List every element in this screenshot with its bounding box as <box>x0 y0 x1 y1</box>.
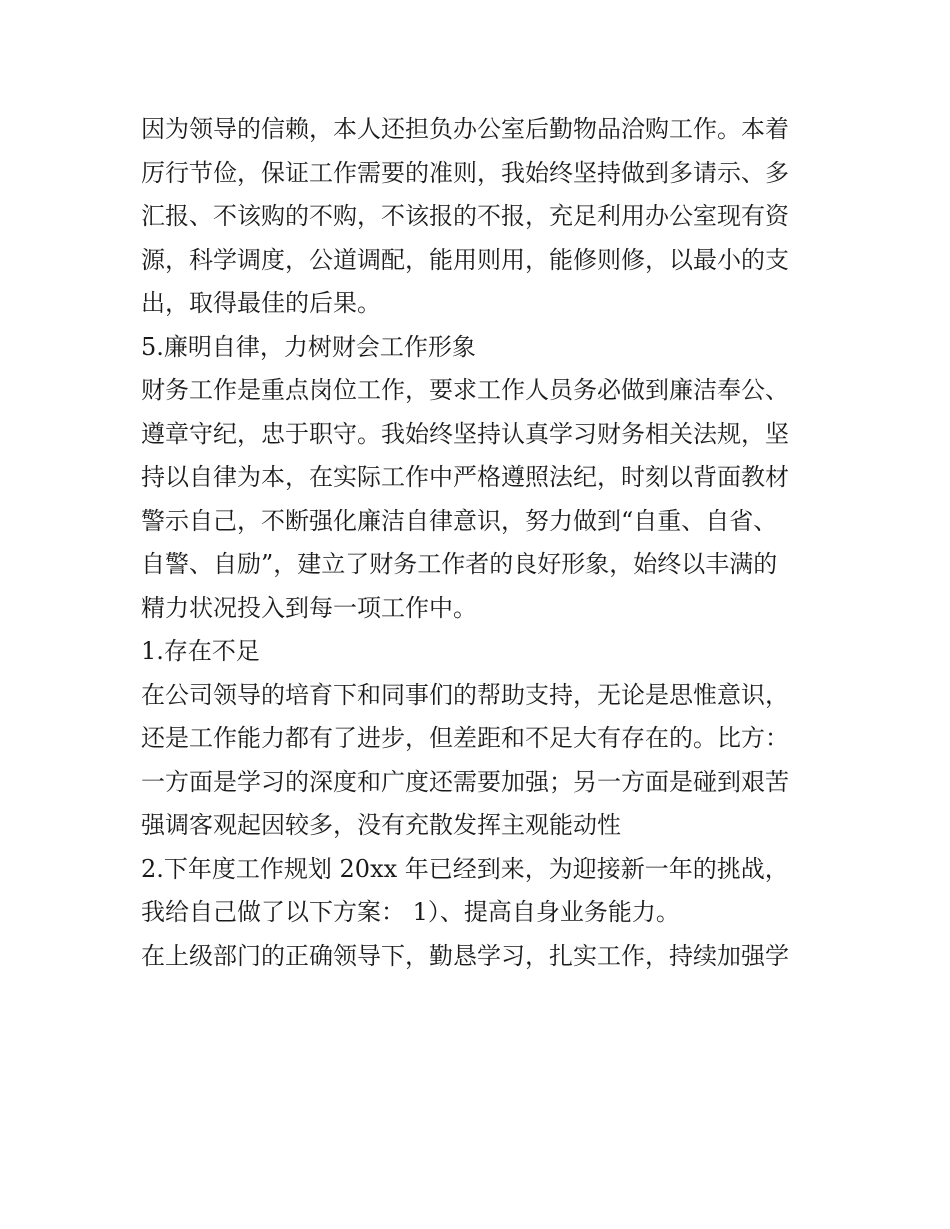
paragraph-line: 我给自己做了以下方案： 1）、提高自身业务能力。 <box>141 898 680 926</box>
paragraph-line: 在上级部门的正确领导下，勤恳学习，扎实工作，持续加强学 <box>141 941 789 970</box>
section-heading: 2.下年度工作规划 20xx 年已经到来，为迎接新一年的挑战， <box>141 854 789 883</box>
paragraph-line: 源，科学调度，公道调配，能用则用，能修则修，以最小的支 <box>141 245 789 274</box>
paragraph-line: 精力状况投入到每一项工作中。 <box>141 593 477 622</box>
paragraph-line: 强调客观起因较多，没有充散发挥主观能动性 <box>141 811 621 839</box>
paragraph-line: 自警、自励”，建立了财务工作者的良好形象，始终以丰满的 <box>141 550 778 578</box>
paragraph-line: 一方面是学习的深度和广度还需要加强；另一方面是碰到艰苦 <box>141 767 789 796</box>
paragraph-line: 在公司领导的培育下和同事们的帮助支持，无论是思惟意识， <box>141 680 789 709</box>
section-heading: 1.存在不足 <box>141 637 260 665</box>
document-body <box>141 108 821 978</box>
section-heading: 5.廉明自律，力树财会工作形象 <box>141 332 476 361</box>
paragraph-line: 出，取得最佳的后果。 <box>141 289 381 317</box>
paragraph-line: 厉行节俭，保证工作需要的准则，我始终坚持做到多请示、多 <box>141 158 789 187</box>
paragraph-line: 还是工作能力都有了进步，但差距和不足大有存在的。比方： <box>141 724 789 752</box>
paragraph-line: 持以自律为本，在实际工作中严格遵照法纪，时刻以背面教材 <box>141 463 789 491</box>
paragraph-line: 因为领导的信赖，本人还担负办公室后勤物品洽购工作。本着 <box>141 115 789 143</box>
paragraph-line: 财务工作是重点岗位工作，要求工作人员务必做到廉洁奉公、 <box>141 376 789 404</box>
paragraph-line: 警示自己，不断强化廉洁自律意识，努力做到“自重、自省、 <box>141 506 778 535</box>
paragraph-line: 汇报、不该购的不购，不该报的不报，充足利用办公室现有资 <box>141 202 789 230</box>
paragraph-line: 遵章守纪，忠于职守。我始终坚持认真学习财务相关法规，坚 <box>141 419 789 448</box>
